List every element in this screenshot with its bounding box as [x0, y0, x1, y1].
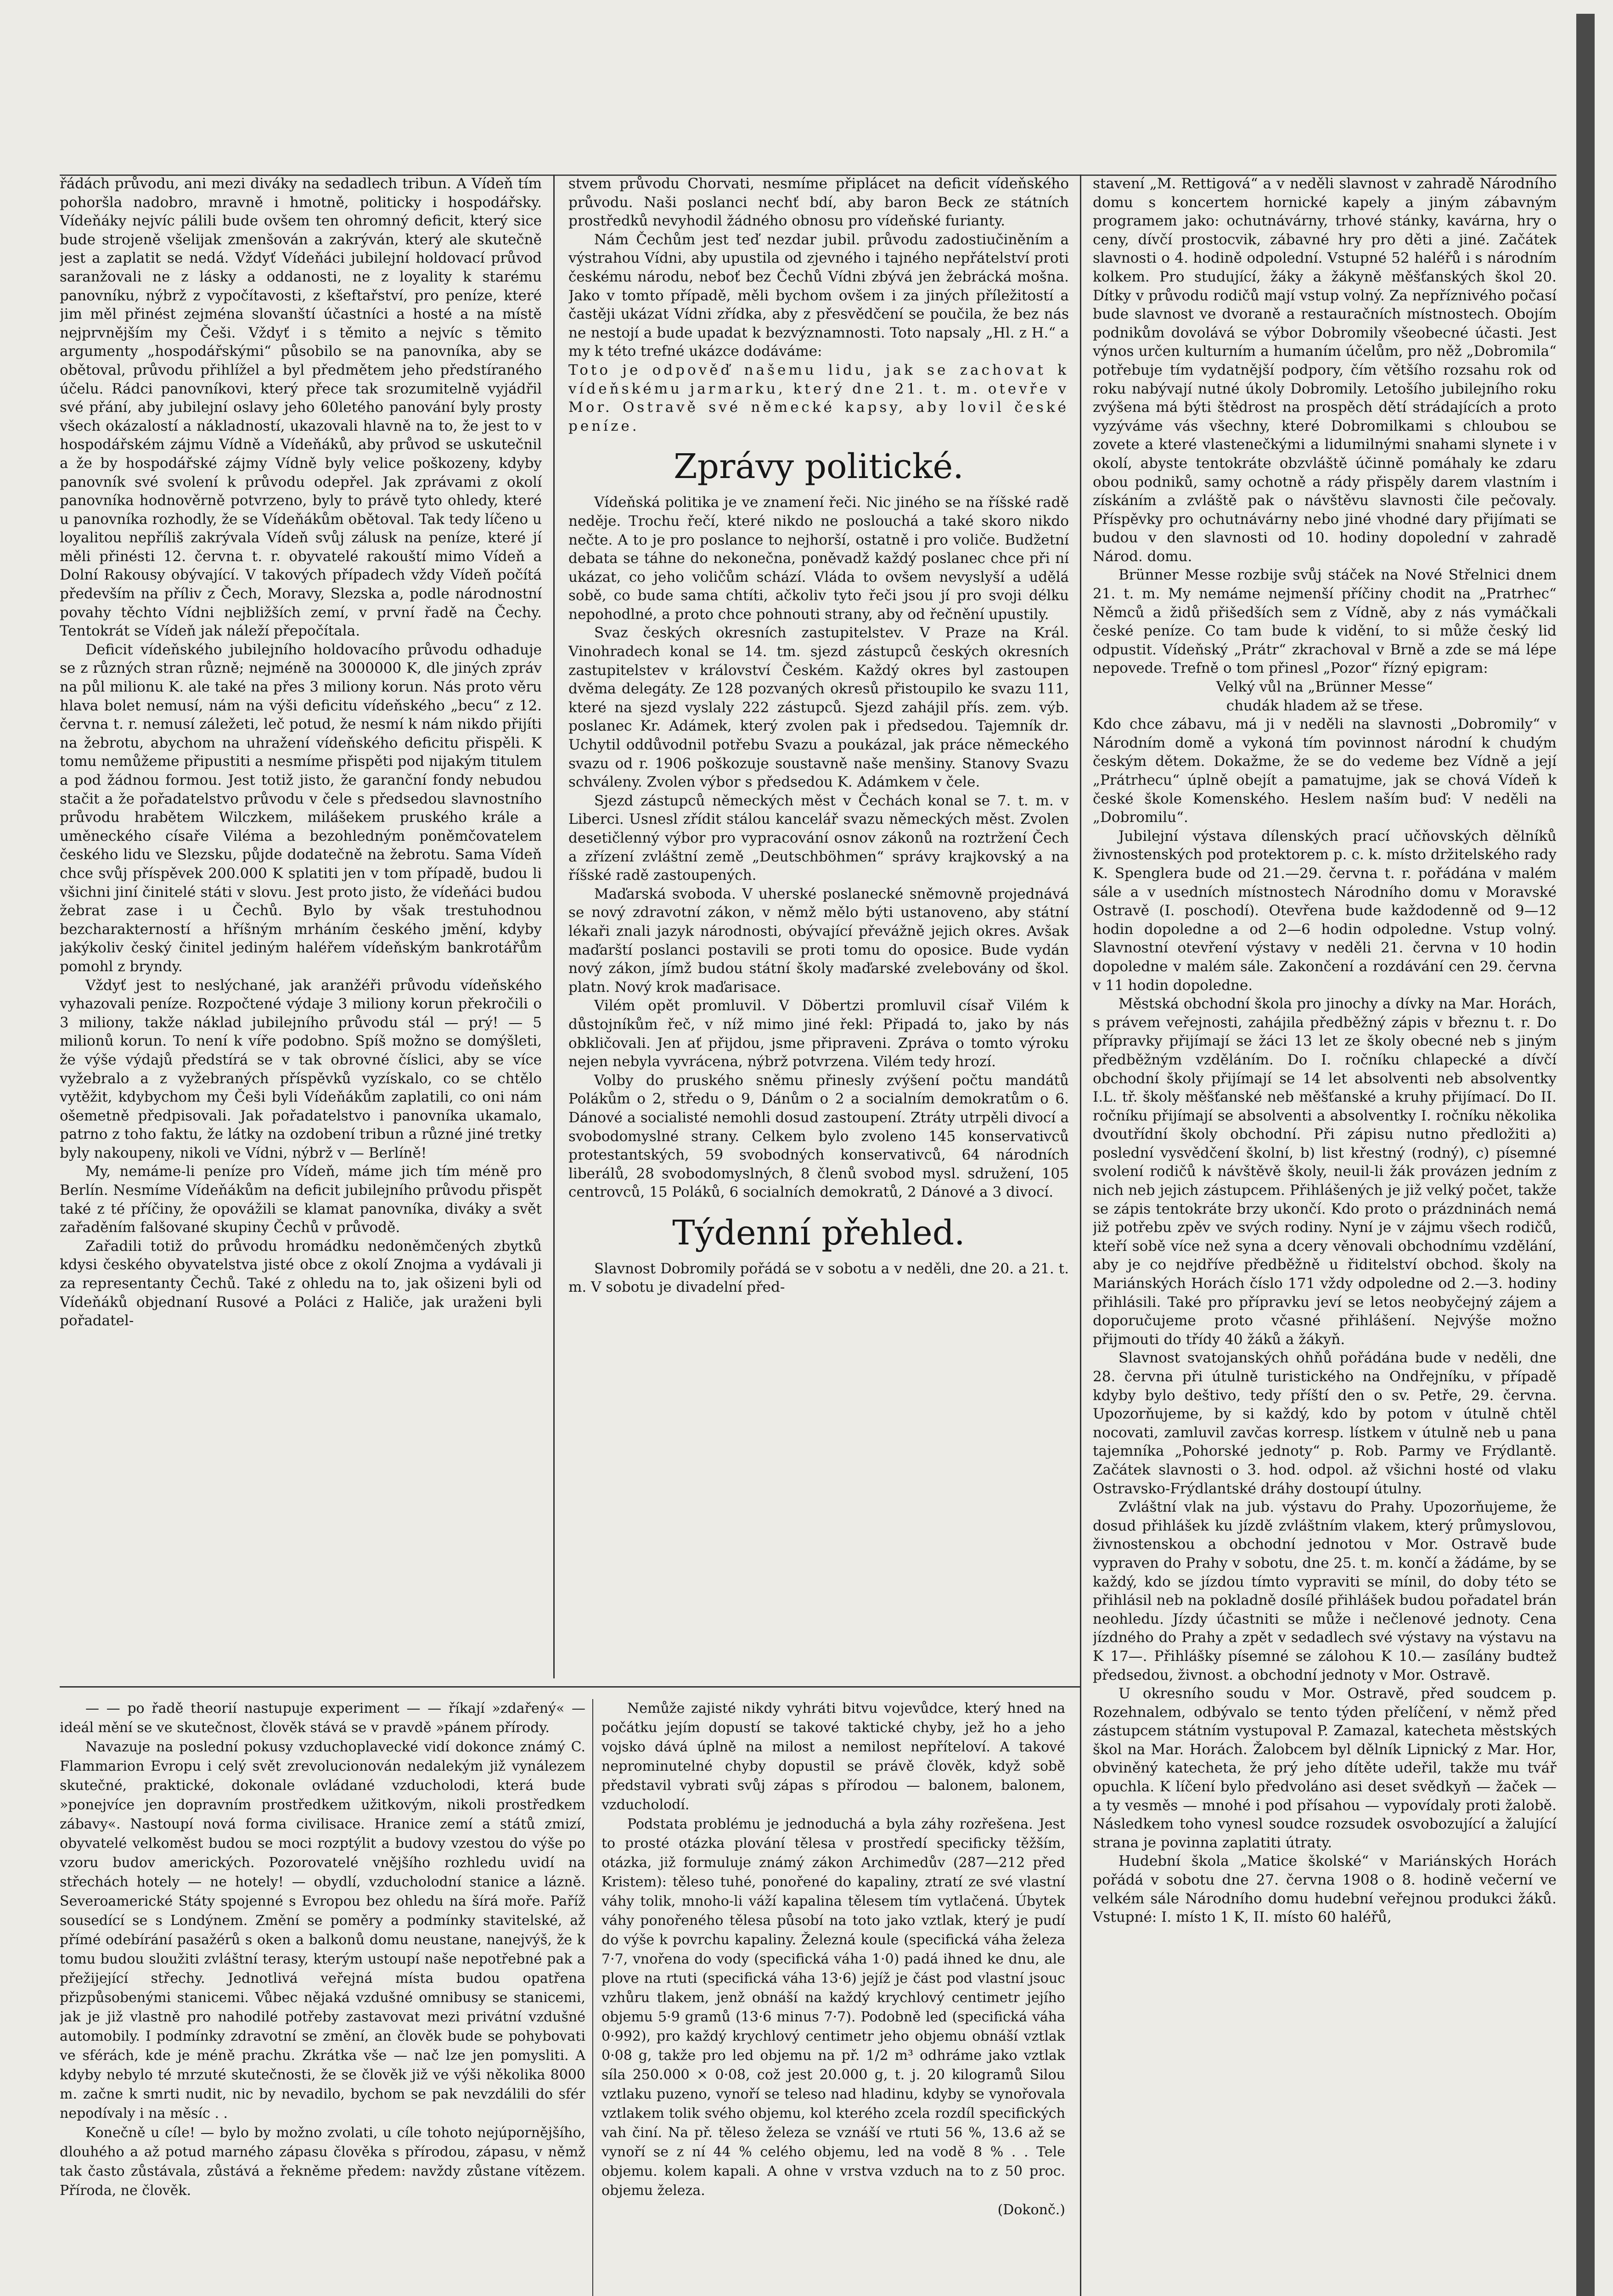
- col3-para-6: Slavnost svatojanských ohňů pořádána bude v neděli, dne 28. června při útulně turistického na Ondřejníku, v případě kdyby bylo deštivo, tedy příští den o sv. Petře, 29. června. Upozorňujeme, by si každý, kdo by potom v útulně chtěl nocovati, zamluvil zavčas korresp. lístkem v útulně neb u pana tajemníka „Pohorské jednoty“ p. Rob. Parmy ve Frýdlantě. Začátek slavnosti o 3. hod. odpol. až všichni hosté od vlaku Ostravsko-Frýdlantské dráhy dostoupí útulny.: [1093, 1350, 1557, 1497]
- political-para-1: Vídeňská politika je ve znamení řeči. Nic jiného se na říšské radě neděje. Trochu řečí, které nikdo ne poslouchá a také skoro nikdo nečte. A to je pro poslance to nejhorší, ostatně i pro voliče. Budžetní debata se táhne do nekonečna, poněvadž každý poslanec chce při ní ukázat, co jeho voličům schází. Vláda to ovšem nevyslyší a udělá sobě, co bude sama chtíti, ačkoliv tyto řeči jsou jí pro svoji délku nepohodlné, a proto chce pohnouti strany, aby od řečnění upustily.: [568, 494, 1069, 623]
- feuilleton-left-1: — — po řadě theorií nastupuje experiment — — říkají »zdařený« — ideál mění se ve skutečnost, člověk stává se v pravdě »pánem přírody.: [60, 1700, 585, 1736]
- political-para-2: Svaz českých okresních zastupitelstev. V Praze na Král. Vinohradech konal se 14. tm. sjezd zástupců českých okresních zastupitelstev v království Českém. Každý okres byl zastoupen dvěma delegáty. Ze 128 pozvaných okresů přistoupilo ke svazu 111, které na sjezd vyslaly 222 zástupců. Sjezd zahájil přís. zem. výb. poslanec Kr. Adámek, který zvolen pak i předsedou. Tajemník dr. Uchytil oddůvodnil potřebu Svazu a poukázal, jak práce německého svazu od r. 1906 poškozuje soustavně naše menšiny. Stanovy Svazu schváleny. Zvolen výbor s předsedou K. Adámkem v čele.: [568, 625, 1069, 791]
- heading-weekly-review: Týdenní přehled.: [672, 1213, 965, 1253]
- feuilleton-divider: [592, 1699, 593, 2296]
- column-2: [568, 174, 1069, 1676]
- col1-para-4: My, nemáme-li peníze pro Vídeň, máme jich tím méně pro Berlín. Nesmíme Vídeňákům na deficit jubilejního průvodu přispět také z té příčiny, že opovážili se klamat panovníka, diváky a svět zařaděním falšované skupiny Čechů v průvodě.: [60, 1163, 542, 1236]
- political-para-5: Vilém opět promluvil. V Döbertzi promluvil císař Vilém k důstojníkům řeč, v níž mimo jiné řekl: Připadá to, jako by nás obkličovali. Jen ať přijdou, jsme připraveni. Zpráva o tomto výroku nejen nebyla vyvrácena, nýbrž potvrzena. Vilém tedy hrozí.: [568, 997, 1069, 1070]
- political-para-6: Volby do pruského sněmu přinesly zvýšení počtu mandátů Polákům o 2, středu o 9, Dánům o 2 a socialním demokratům o 6. Dánové a socialisté nemohli dosud zastoupení. Ztráty utrpěli divocí a svobodomyslné strany. Celkem bylo zvoleno 145 konservativců protestantských, 59 svobodných konservativců, 64 národních liberálů, 28 svobodomyslných, 8 členů svobod mysl. sdružení, 105 centrovců, 15 Poláků, 6 socialních demokratů, 2 Dánové a 3 divocí.: [568, 1072, 1069, 1201]
- col1-para-5: Zařadili totiž do průvodu hromádku nedoněmčených zbytků kdysi českého obyvatelstva jisté obce z okolí Znojma a vydávali ji za representanty Čechů. Také z ohledu na to, jak ošizeni byli od Vídeňáků objednaní Rusové a Poláci z Haliče, jak uraženi byli pořadatel-: [60, 1238, 542, 1329]
- col2-intro-1: stvem průvodu Chorvati, nesmíme připlácet na deficit vídeňského průvodu. Naši poslanci nechť bdí, aby baron Beck ze státních prostředků nevyhodil žádného obnosu pro vídeňské furianty.: [568, 175, 1069, 230]
- col3-para-8: U okresního soudu v Mor. Ostravě, před soudcem p. Rozehnalem, odbývalo se tento týden přelíčení, v němž před zástupcem státním vystupoval P. Zamazal, katecheta městských škol na Mar. Horách. Žalobcem byl dělník Lipnický z Mar. Hor, obviněný katecheta, že prý jeho dítěte udeřil, takže mu tvář opuchla. K líčení bylo předvoláno asi deset svědkyň — žaček — a ty vesměs — mnohé i pod přísahou — vypovídaly proti žalobě. Následkem toho vynesl soudce rozsudek osvobozující a žalující strana je povinna zaplatiti útraty.: [1093, 1685, 1557, 1851]
- col1-para-3: Vždyť jest to neslýchané, jak aranžéři průvodu vídeňského vyhazovali peníze. Rozpočtené výdaje 3 miliony korun překročili o 3 miliony, takže náklad jubilejního průvodu stál — prý! — 5 milionů korun. To není k víře podobno. Spíš možno se domýšleti, že výše výdajů předstírá se v tak obrovné číslici, aby se více vyžebralo a z vyžebraných příspěvků vyzískalo, co se chtělo vytěžit, kdybychom my Češi byli Vídeňákům zaplatili, co oni nám ošemetně předpisovali. Jak pořadatelstvo i panovníka ukamalo, patrno z toho faktu, že látky na ozdobení tribun a různé jiné tretky byly nakoupeny, nikoli ve Vídni, nýbrž v — Berlíně!: [60, 977, 542, 1161]
- col3-para-1: stavení „M. Rettigová“ a v neděli slavnost v zahradě Národního domu s koncertem hornické kapely a jiným zábavným programem jako: ochutnávárny, trhové stánky, kavárna, hry o ceny, dívčí prostocvik, zábavné hry pro děti a jiné. Začátek slavnosti o 4. hodině odpolední. Vstupné 52 haléřů i s národním kolkem. Pro studující, žáky a žákyně měšťanských škol 20. Dítky v průvodu rodičů mají vstup volný. Za nepříznivého počasí bude slavnost ve dvoraně a restauračních místnostech. Obojím podnikům dovolává se výbor Dobromily všeobecné účasti. Jest výnos určen kulturním a humaním účelům, pro něž „Dobromila“ potřebuje tím vydatnější podpory, čím většího rozsahu rok od roku nabývají nutné úkoly Dobromily. Letošího jubilejního roku zvýšena má býti štědrost na prospěch dětí strádajících a proto vyzýváme vás všechny, které Dobromilkami s chloubou se zovete a které vlastenečkými a lidumilnými snahami slynete i v okolí, abyste tentokráte obzvláště účinně pomáhaly ke zdaru obou podniků, samy ochotně a rády přispěly darem vlastním i získáním a zvláště pak o návštěvu slavnosti čile pečovaly. Příspěvky pro ochutnávárny nebo jiné vhodné dary přijímati se budou v den slavnosti od 10. hodiny dopolední v zahradě Národ. domu.: [1093, 175, 1557, 565]
- col3-para-2: Brünner Messe rozbije svůj stáček na Nové Střelnici dnem 21. t. m. My nemáme nejmenší příčiny chodit na „Pratrhec“ Němců a židů přišedších sem z Vídně, aby z nás vymáčkali české peníze. Co tam bude k vidění, to si může český lid odpustit. Vídeňský „Prátr“ zkrachoval v Brně a zde se má lépe nepovede. Trefně o tom přinesl „Pozor“ řízný epigram:: [1093, 567, 1557, 677]
- feuilleton-right-2: Podstata problému je jednoduchá a byla záhy rozřešena. Jest to prosté otázka plování tělesa v prostředí specificky těžším, otázka, již formuluje známý zákon Archimedův (287—212 před Kristem): těleso tuhé, ponořené do kapaliny, ztratí ze své vlastní váhy tolik, mnoho-li váží kapalina tělesem tím vytlačená. Úbytek váhy ponořeného tělesa působí na toto jako vztlak, který je pudí do výše k povrchu kapaliny. Železná koule (specifická váha železa 7·7, vnořena do vody (specifická váha 1·0) padá ihned ke dnu, ale plove na rtuti (specifická váha 13·6) jejíž je část pod vlastní jsouc vzhůru tlakem, jenž obnáší na každý krychlový centimetr jejího objemu 5·9 gramů (13·6 minus 7·7). Podobně led (specifická váha 0·992), pro každý krychlový centimetr jeho objemu obnáší vztlak 0·08 g, takže pro led objemu na př. 1/2 m³ odhráme jako vztlak síla 250.000 × 0·08, což jest 20.000 g, t. j. 20 kilogramů Silou vztlaku puzeno, vynoří se teleso nad hladinu, kdyby se vynořovala vztlakem tolik svého objemu, kol kterého zcela rozdíl specifických vah činí. Na př. těleso železa se vznáší ve rtuti 56 %, 13.6 až se vynoří se z ní 44 % celého objemu, led na vodě 8 % . . Tele objemu. kolem kapali. A ohne v vrstva vzduch na to z 50 proc. objemu železa.: [601, 1816, 1065, 2199]
- column-3: [1093, 174, 1557, 2296]
- col3-para-5: Městská obchodní škola pro jinochy a dívky na Mar. Horách, s právem veřejnosti, zahájila předběžný zápis v březnu t. r. Do přípravky přijímají se žáci 13 let ze školy obecné neb s jiným předběžným vzděláním. Do I. ročníku chlapecké a dívčí obchodní školy přijímají se 14 let absolventi neb absolventky I.L. tř. školy měšťanské neb měšťanské a kruhy přijímací. Do II. ročníku přijímají se absolventi a absolventky I. ročníku několika dvoutřídní školy obchodní. Při zápisu nutno předložiti a) poslední vysvědčení školní, b) list křestný (rodný), c) písemné svolení rodičů k návštěvě školy, neuil-li žák provázen jedním z nich neb jejich zástupcem. Přihlášených je již velký počet, takže se zápis tentokráte brzy ukončí. Kdo proto o prázdninách nemá již potřebu zpěv ve svých rodiny. Nyní je v zájmu všech rodičů, kteří sobě více než syna a dcery věnovali obchodnímu vzdělání, aby je co nejdříve předběžně u řiditelství obchod. školy na Mariánských Horách číslo 171 vždy odpoledne od 2.—3. hodiny přihlásili. Také pro přípravku jeví se letos neobyčejný zájem a doporučujeme proto včasné přihlášení. Nejvýše možno přijmouti do třídy 40 žáků a žákyň.: [1093, 996, 1557, 1348]
- column-divider-2: [1080, 174, 1081, 2296]
- heading-political-news: Zprávy politické.: [674, 447, 964, 487]
- feuilleton-right-1: Nemůže zajisté nikdy vyhráti bitvu vojevůdce, který hned na počátku jejím dopustí se takové taktické chyby, jež ho a jeho vojsko dává úplně na milost a nemilost nepříteloví. A takové neprominutelné chyby dopustil se právě člověk, když sobě představil vybrati svůj zápas s přírodou — balonem, balonem, vzducholodí.: [601, 1700, 1065, 1813]
- week-lead: Slavnost Dobromily pořádá se v sobotu a v neděli, dne 20. a 21. t. m. V sobotu je divadelní před-: [568, 1260, 1069, 1296]
- feuilleton-left-3: Konečně u cíle! — bylo by možno zvolati, u cíle tohoto nejúpornějšího, dlouhého a až potud marného zápasu člověka s přírodou, zápasu, v němž tak často zůstávala, zůstává a řekněme předem: navždy zůstane vítězem. Příroda, ne člověk.: [60, 2125, 585, 2199]
- column-1: [60, 174, 542, 1676]
- col2-intro-spaced: Toto je odpověď našemu lidu, jak se zachovat k vídeňskému jarmarku, který dne 21. t. m. otevře v Mor. Ostravě své německé kapsy, aby lovil české peníze.: [568, 361, 1069, 434]
- col1-para-1: řádách průvodu, ani mezi diváky na sedadlech tribun. A Vídeň tím pohoršla nadobro, mravně i hmotně, politicky i hospodářsky. Vídeňáky nejvíc pálili bude ovšem ten ohromný deficit, který sice bude strojeně všelijak zmenšován a zakrýván, který ale skutečně jest a zaplatit se nedá. Vždyť Vídeňáci jubilejní holdovací průvod saranžovali ne z lásky a oddanosti, ne z loyality k starému panovníku, nýbrž z vypočítavosti, z kšeftařství, pro peníze, které jim měl přinést zejména slovanští účastníci a hosté a na místě nejprvnějším my Češi. Vždyť i s těmito a nejvíc s těmito argumenty „hospodářskými“ působilo se na panovníka, aby se obětoval, průvodu přihlížel a byl předmětem jeho předstíraného účelu. Rádci panovníkovi, který přece tak srozumitelně vyjádřil své přání, aby jubilejní oslavy jeho 60letého panování byly prosty všech okázalostí a nákladností, ukazovali hlavně na to, že jest to v hospodářském zájmu Vídně a Vídeňáků, aby průvod se uskutečnil a že by hospodářské zájmy Vídně byly velice poškozeny, kdyby panovník své svolení k průvodu odepřel. Jak zprávami z okolí panovníka hodnověrně potvrzeno, byly to právě tyto ohledy, které u panovníka rozhodly, že se Vídeňákům obětoval. Tak tedy líčeno u loyalitou nepříliš zakrývala Vídeň svůj zálusk na peníze, které jí měli přinésti 12. června t. r. obyvatelé rakouští mimo Vídeň a Dolní Rakousy obývající. V takových případech vždy Vídeň počítá především na příliv z Čech, Moravy, Slezska a, podle národnostní povahy těchto Vídni nejbližších zemí, v první řadě na Čechy. Tentokrát se Vídeň jak náleží přepočítala.: [60, 175, 542, 640]
- col1-para-2: Deficit vídeňského jubilejního holdovacího průvodu odhaduje se z různých stran různě; nejméně na 3000000 K, dle jiných zpráv na půl milionu K. ale také na přes 3 miliony korun. Nás proto věru hlava bolet nemusí, nám na výši deficitu vídeňského „becu“ z 12. června t. r. nemusí záležeti, leč potud, že nesmí k nám nikdo přijíti na žebrotu, abychom na uhražení vídeňského deficitu přispěli. K tomu nemůžeme připustiti a nesmíme přispěti pod nijakým titulem a pod žádnou formou. Jest totiž jisto, že garanční fondy nebudou stačit a že pořadatelstvo průvodu v čele s předsedou slavnostního průvodu hrabětem Wilczkem, milášekem pruského krále a uměneckého císaře Viléma a bezohledným poněmčovatelem českého lidu ve Slezsku, půjde dodatečně na žebrotu. Sama Vídeň chce svůj příspěvek 200.000 K splatiti jen v tom případě, budou li všichni jiní činitelé státi v slovu. Jest proto jisto, že vídeňáci budou žebrat zase i u Čechů. Bylo by však trestuhodnou bezcharakterností a hříšným mrháním českého jmění, kdyby jakýkoliv český činitel jediným haléřem vídeňským bankrotářům pomohl z bryndy.: [60, 641, 542, 975]
- col3-para-9: Hudební škola „Matice školské“ v Mariánských Horách pořádá v sobotu dne 27. června 1908 o 8. hodině večerní ve velkém sále Národního domu hudební veřejnou produkci žáků. Vstupné: I. místo 1 K, II. místo 60 haléřů,: [1093, 1853, 1557, 1926]
- col3-para-7: Zvláštní vlak na jub. výstavu do Prahy. Upozorňujeme, že dosud přihlášek ku jízdě zvláštním vlakem, který průmyslovou, živnostenskou a obchodní jednotou v Mor. Ostravě bude vypraven do Prahy v sobotu, dne 25. t. m. končí a žádáme, by se každý, kdo se jízdou tímto vypraviti se mínil, do doby této se přihlásil neb na pokladně dosílé přihlášek budou pořadatel brán neohledu. Jízdy účastniti se může i nečlenové jednoty. Cena jízdného do Prahy a zpět v sedadlech své výstavy na výstavu na K 17—. Přihlášky písemné se zálohou K 10.— zasílány budtež předsedou, živnost. a obchodní jednoty v Mor. Ostravě.: [1093, 1499, 1557, 1683]
- epigram-line-2: chudák hladem až se třese.: [1226, 697, 1423, 714]
- feuilleton-left: [60, 1699, 585, 2296]
- col2-intro-2: Nám Čechům jest teď nezdar jubil. průvodu zadostiučiněním a výstrahou Vídni, aby upustila od zjevného i tajného nepřátelství proti českému národu, neboť bez Čechů Vídni zbývá jen žebrácká mošna. Jako v tomto případě, měli bychom ovšem i za jiných příležitostí a častěji ukázat Vídni zřídka, aby z přesvědčení se poučila, že bez nás ne nestojí a bude upadat k bezvýznamnosti. Toto napsaly „Hl. z H.“ a my k této trefné ukázce dodáváme:: [568, 231, 1069, 360]
- political-para-3: Sjezd zástupců německých měst v Čechách konal se 7. t. m. v Liberci. Usnesl zřídit stálou kancelář svazu německých měst. Zvolen desetičlenný výbor pro vypracování osnov zákonů na roztržení Čech a zřízení zvláštní země „Deutschböhmen“ správy krajkovský a na říšské radě zastoupených.: [568, 792, 1069, 884]
- col3-para-4: Jubilejní výstava dílenských prací učňovských dělníků živnostenských pod protektorem p. c. k. místo držitelského rady K. Spenglera bude od 21.—29. června t. r. pořádána v malém sále a v usedních místnostech Národního domu v Moravské Ostravě (I. poschodí). Otevřena bude každodenně od 9—12 hodin dopoledne a od 2—6 hodin odpoledne. Vstup volný. Slavnostní otevření výstavy v neděli 21. června v 10 hodin dopoledne v malém sále. Zakončení a rozdávání cen 29. června v 11 hodin dopoledne.: [1093, 827, 1557, 994]
- column-divider-1: [553, 174, 555, 1678]
- scan-edge-shadow: [1576, 14, 1595, 2296]
- col3-para-3: Kdo chce zábavu, má ji v neděli na slavnosti „Dobromily“ v Národním domě a vykoná tím povinnost národní k chudým českým dětem. Dokažme, že se do vedeme bez Vídně a její „Prátrhecu“ úplně obejít a pamatujme, jak se chová Vídeň k české škole Komenského. Heslem naším buď: V neděli na „Dobromilu“.: [1093, 716, 1557, 826]
- political-para-4: Maďarská svoboda. V uherské poslanecké sněmovně projednává se nový zdravotní zákon, v němž mělo býti ustanoveno, aby státní lékaři znali jazyk národnosti, obývající převážně jejich okres. Avšak maďarští poslanci postavili se proti tomu do oposice. Bude vydán nový zákon, jímž budou státní školy maďarské zvelebovány od škol. platn. Nový krok maďarisace.: [568, 885, 1069, 996]
- newspaper-page: [60, 174, 1557, 2296]
- feuilleton-rule: [60, 1686, 1080, 1688]
- feuilleton-left-2: Navazuje na poslední pokusy vzduchoplavecké vidí dokonce známý C. Flammarion Evropu i celý svět zrevolucionován nedalekým již vynálezem skutečné, praktické, dokonale ovládané vzducholodi, která bude »ponejvíce jen dopravním prostředkem užitkovým, nikoli prostředkem zábavy«. Nastoupí nová forma civilisace. Hranice zemí a států zmizí, obyvatelé velkoměst budou se moci rozptýlit a budovy vzestou do výše po vzoru budov amerických. Pozorovatelé vnějšího rozhledu uvidí na střechách hotely — ne hotely! — obydlí, vzducholodní stanice a lázně. Severoamerické Státy spojenné s Evropou bez ohledu na šírá moře. Paříž sousedící se s Londýnem. Změní se poměry a podmínky stavitelské, až přímé odebírání pasažérů s oken a balkonů domu neustane, nanejvýš, že k tomu budou sloužiti zvláštní terasy, kterým ustoupí naše nepotřebné pak a přežijející střechy. Jednotlivá veřejná místa budou opatřena přizpůsobenými stanicemi. Vůbec nějaká vzdušné omnibusy se stanicemi, jak je již vlastně pro nahodilé potřeby zastavovat mezi privátní vzdušné automobily. I podmínky zdravotní se změní, an člověk bude se pohybovati ve sférách, kde je méně prachu. Zkrátka vše — nač lze jen pomysliti. A kdyby nebylo té mrzuté skutečnosti, že se člověk již ve výši několika 8000 m. začne k smrti nudit, nic by nevadilo, bychom se pak nevzdálili do sfér nepodívaly i na měsíc . .: [60, 1739, 585, 2122]
- epigram-line-1: Velký vůl na „Brünner Messe“: [1216, 679, 1433, 696]
- to-be-continued: (Dokonč.): [997, 2202, 1065, 2218]
- feuilleton-right: [601, 1699, 1065, 2296]
